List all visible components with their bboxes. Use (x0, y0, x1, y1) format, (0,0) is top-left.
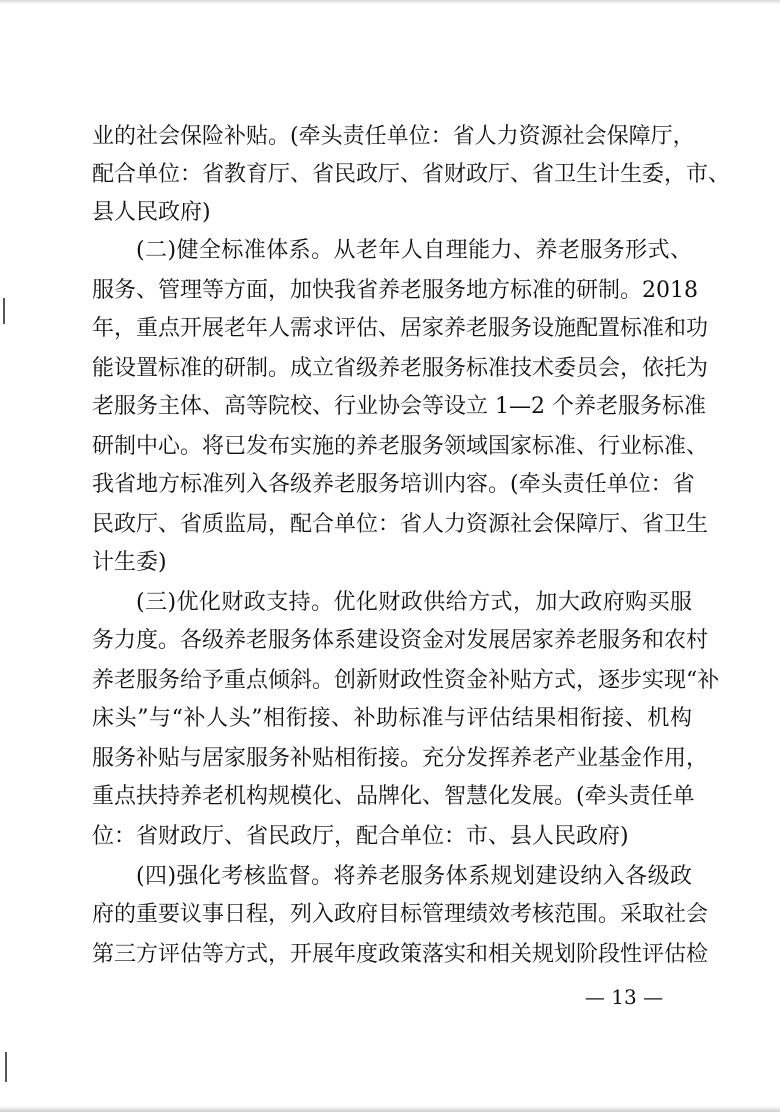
text-line: 县人民政府) (92, 200, 211, 225)
text-line: 我省地方标准列入各级养老服务培训内容。(牵头责任单位：省 (92, 472, 695, 497)
text-line: 研制中心。将已发布实施的养老服务领域国家标准、行业标准、 (92, 434, 709, 459)
margin-mark (3, 298, 5, 324)
section-heading-3: (三)优化财政支持。优化财政供给方式，加大政府购买服 (136, 590, 692, 615)
text-line: 床头”与“补人头”相衔接、补助标准与评估结果相衔接、机构 (92, 706, 692, 731)
text-line: 养老服务给予重点倾斜。创新财政性资金补贴方式，逐步实现“补 (92, 668, 720, 693)
text-line: 配合单位：省教育厅、省民政厅、省财政厅、省卫生计生委，市、 (92, 162, 731, 187)
text-line: 年，重点开展老年人需求评估、居家养老服务设施配置标准和功 (92, 316, 709, 341)
text-line: 老服务主体、高等院校、行业协会等设立 1—2 个养老服务标准 (92, 394, 706, 419)
text-line: 重点扶持养老机构规模化、品牌化、智慧化发展。(牵头责任单 (92, 784, 695, 809)
text-line: 服务、管理等方面，加快我省养老服务地方标准的研制。2018 (92, 278, 698, 303)
text-line: 业的社会保险补贴。(牵头责任单位：省人力资源社会保障厅， (92, 124, 695, 149)
text-line: 位：省财政厅、省民政厅，配合单位：市、县人民政府) (92, 824, 629, 849)
text-line: 府的重要议事日程，列入政府目标管理绩效考核范围。采取社会 (92, 902, 709, 927)
text-line: 计生委) (92, 550, 167, 575)
scan-edge-bottom (0, 1106, 780, 1112)
text-line: 第三方评估等方式，开展年度政策落实和相关规划阶段性评估检 (92, 942, 709, 967)
text-line: 民政厅、省质监局，配合单位：省人力资源社会保障厅、省卫生 (92, 512, 709, 537)
text-line: 务力度。各级养老服务体系建设资金对发展居家养老服务和农村 (92, 628, 709, 653)
margin-mark (5, 1052, 7, 1082)
text-line: 能设置标准的研制。成立省级养老服务标准技术委员会，依托为 (92, 356, 709, 381)
section-heading-4: (四)强化考核监督。将养老服务体系规划建设纳入各级政 (136, 864, 692, 889)
text-line: 服务补贴与居家服务补贴相衔接。充分发挥养老产业基金作用， (92, 746, 709, 771)
page-number: — 13 — (584, 985, 664, 1009)
section-heading-2: (二)健全标准体系。从老年人自理能力、养老服务形式、 (136, 238, 692, 263)
scan-edge-top (0, 0, 780, 4)
